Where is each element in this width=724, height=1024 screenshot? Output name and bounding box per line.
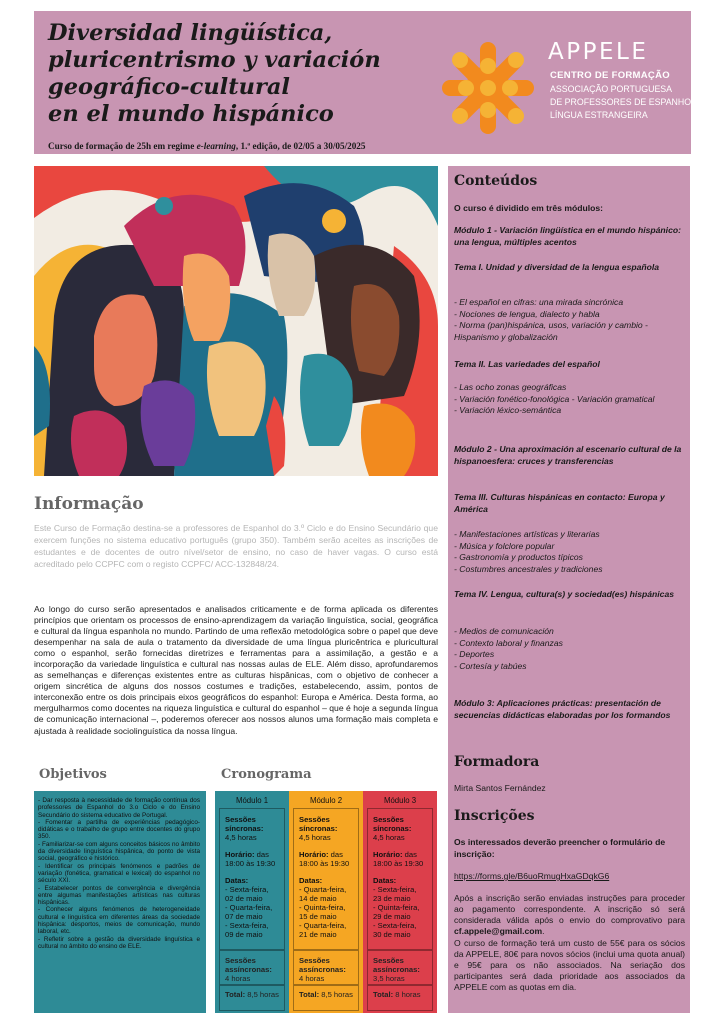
tema-3-items [454,529,685,575]
logo-line: ASSOCIAÇÃO PORTUGUESA [550,84,673,94]
total-value: 8,5 horas [247,990,279,999]
total-label: Total: [373,990,394,999]
sync-hours: 4,5 horas [299,833,331,842]
inscricoes-form-link-wrap [454,871,685,883]
date-item: - Quarta-feira, 07 de maio [225,903,273,921]
informacao-intro: Este Curso de Formação destina-se a professores de Espanhol do 3.º Ciclo e do Ensino Secundário que exercem funções no sistema educativo português (grupo 350). Também serão aceites as inscrições de estudantes e de docentes de outro nível/setor de ensino, no caso de haver vagas. O curso está acreditado pelo CCPFC com o registo CCPFC/ ACC-132848/24. [34,523,438,570]
dates-label: Datas: [225,876,249,885]
inscricoes-custo: O curso de formação terá um custo de 55€ para os sócios da APPELE, 80€ para novos sócios (inclui uma quota anual) e 95€ para os não associados. Na seriação dos participantes será dada prioridade aos associados da APPELE com as quotas em dia. [454,938,685,993]
module-column-1 [215,791,289,1013]
title-line: geográfico-cultural [48,74,290,100]
contact-email: cf.appele@gmail.com [454,926,543,937]
list-item: - Variación léxico-semántica [454,405,562,415]
time-value: das 18:00 às 19:30 [225,850,276,868]
module-total-cell [219,985,285,1011]
list-item: - Manifestaciones artísticas y literarias [454,529,600,539]
date-item: - Sexta-feira, 23 de maio [373,885,417,903]
module-column-3 [363,791,437,1013]
list-item: - Medios de comunicación [454,626,554,636]
list-item: - Variación fonético-fonológica - Variación gramatical [454,393,655,404]
sync-label: Sessões síncronas: [225,815,264,833]
subtitle-em: e-learning [196,141,236,151]
sync-hours: 4,5 horas [373,833,405,842]
header-banner [34,11,696,154]
async-hours: 4 horas [299,974,325,983]
module-sync-cell [219,808,285,950]
module-total-cell [367,985,433,1011]
date-item: - Quarta-feira, 14 de maio [299,885,347,903]
list-item: - Norma (pan)hispánica, usos, variación y cambio - Hispanismo y globalización [454,320,648,342]
total-label: Total: [225,990,246,999]
conteudos-intro: O curso é dividido em três módulos: [454,203,603,213]
right-panel [448,166,690,1013]
objetivo-item: - Dar resposta à necessidade de formação contínua dos professores de Espanhol do 3.o Ciclo e do Ensino Secundário do sistema educativo de Portugal. [38,797,200,819]
time-value: das 18:00 às 19:30 [373,850,424,868]
logo-name: APPELE [548,39,649,65]
time-label: Horário: [373,850,403,859]
list-item: - Contexto laboral y finanzas [454,637,563,648]
async-hours: 4 horas [225,974,251,983]
module-name: Módulo 1 [235,796,269,805]
objetivo-item: - Identificar os principais fenómenos e padrões de variação (fonética, gramatical e lexical) do espanhol no século XXI. [38,862,200,885]
list-item: - Música y folclore popular [454,540,555,551]
inscricoes-title: Inscrições [454,808,535,824]
objetivo-item: - Refletir sobre a gestão da diversidade linguística e cultural no âmbito do ensino de ELE. [38,935,200,950]
module-async-cell [293,950,359,985]
dates-label: Datas: [299,876,323,885]
date-item: - Sexta-feira, 30 de maio [373,921,417,939]
title-line: Diversidad lingüística, [48,20,333,46]
tema-2-title: Tema II. Las variedades del español [454,359,600,369]
logo-line: DE PROFESSORES DE ESPANHOL [550,97,696,107]
title-line: en el mundo hispánico [48,101,334,127]
dates-label: Datas: [373,876,397,885]
list-item: - Gastronomía y productos típicos [454,552,583,562]
cronograma-table [215,791,437,1013]
total-value: 8 horas [395,990,421,999]
module-async-cell [367,950,433,985]
formadora-name: Mirta Santos Fernández [454,783,546,793]
objetivo-item: - Conhecer alguns fenómenos de heterogeneidade cultural e linguística em diferentes áreas da sociedade hispânica: desportos, meios de comunicação, mundo laboral, etc. [38,906,200,936]
formadora-title: Formadora [454,754,540,770]
tema-4-items [454,626,685,672]
total-label: Total: [299,990,320,999]
course-subtitle [48,141,366,151]
time-value: das 18:00 às 19:30 [299,850,350,868]
tema-3-title: Tema III. Culturas hispánicas en contacto: Europa y América [454,492,665,514]
logo-line: LÍNGUA ESTRANGEIRA [550,110,648,120]
list-item: - Deportes [454,649,495,659]
date-item: - Sexta-feira, 09 de maio [225,921,269,939]
total-value: 8,5 horas [321,990,353,999]
instrucoes-text: Após a inscrição serão enviadas instruções para proceder ao pagamento correspondente. A inscrição só será considerada válida após o envio do comprovativo para [454,893,685,926]
module-sync-cell [367,808,433,950]
modulo-2-title: Módulo 2 - Una aproximación al escenario cultural de la hispanoesfera: cruces y transferencias [454,444,682,466]
time-label: Horário: [225,850,255,859]
appele-logo-icon [440,40,536,136]
subtitle-post: , 1.ª edição, de 02/05 a 30/05/2025 [235,141,366,151]
sync-hours: 4,5 horas [225,833,257,842]
module-name: Módulo 2 [309,796,343,805]
modulo-3-title: Módulo 3: Aplicaciones prácticas: presentación de secuencias didácticas elaboradas por los formandos [454,698,671,720]
module-async-cell [219,950,285,985]
tema-1-items [454,297,685,343]
inscricao-form-link[interactable]: https://forms.gle/B6uoRmugHxaGDqkG6 [454,871,610,881]
module-name: Módulo 3 [383,796,417,805]
page-title [48,20,428,128]
list-item: - Las ocho zonas geográficas [454,382,567,392]
sync-label: Sessões síncronas: [299,815,338,833]
informacao-body: Ao longo do curso serão apresentados e analisados criticamente e de forma aplicada os diferentes princípios que orientam os processos de ensino-aprendizagem da variação linguística, social, geográfica e cultural da língua espanhola no mundo. Partindo de uma reflexão metodológica sobre o papel que deve desempenhar na sala de aula o tratamento da diversidade de uma língua pluricêntrica e pluricultural como o espanhol, serão fornecidas diretrizes e ferramentas para a assimilação, a gestão e a incorporação da variedade linguística e cultural nas nossas aulas de ELE. Além disso, aprofundaremos as semelhanças e diferenças existentes entre as culturas hispânicas, com o objetivo de conhecer a origem sincrética de alguns dos nossos costumes e tradições, estabelecendo, assim, pontos de interconexão entre os dois principais eixos geográficos do espanhol: Europa e América. Desta forma, ao mergulharmos como docentes na riqueza linguística e cultural do espanhol – que é hoje a segunda língua de comunicação internacional –, poderemos oferecer aos nossos alunos uma formação mais completa e ajustada à realidade sociolinguística da nossa língua. [34,604,438,736]
tema-4-title: Tema IV. Lengua, cultura(s) y sociedad(es) hispánicas [454,589,675,599]
list-item: - Costumbres ancestrales y tradiciones [454,563,603,574]
list-item: - Nociones de lengua, dialecto y habla [454,308,600,319]
inscricoes-lead: Os interessados deverão preencher o formulário de inscrição: [454,837,666,859]
cronograma-title: Cronograma [221,767,312,782]
faces-illustration [34,166,438,476]
conteudos-title: Conteúdos [454,173,538,189]
logo-center: CENTRO DE FORMAÇÃO [550,70,670,81]
modulo-1-title: Módulo 1 - Variación lingüística en el mundo hispánico: una lengua, múltiples acentos [454,225,681,247]
module-sync-cell [293,808,359,950]
date-item: - Quinta-feira, 15 de maio [299,903,346,921]
objetivo-item: - Familiarizar-se com alguns conceitos básicos no âmbito da diversidade linguística hispânica, do ponto de vista social, geográfico e histórico. [38,840,200,863]
async-label: Sessões assíncronas: [225,956,272,974]
informacao-title: Informação [34,494,144,514]
faces-illustration-svg [34,166,438,476]
objetivo-item: - Fomentar a partilha de experiências pedagógico-didáticas e o trabalho de grupo entre docentes do grupo 350. [38,818,200,841]
date-item: - Sexta-feira, 02 de maio [225,885,269,903]
list-item: - El español en cifras: una mirada sincrónica [454,297,624,307]
objetivos-title: Objetivos [39,767,107,782]
module-column-2 [289,791,363,1013]
inscricoes-instrucoes [454,893,685,937]
sync-label: Sessões síncronas: [373,815,412,833]
date-item: - Quinta-feira, 29 de maio [373,903,420,921]
objetivos-box [34,791,206,1013]
list-item: - Cortesía y tabúes [454,660,527,671]
async-label: Sessões assíncronas: [373,956,420,974]
date-item: - Quarta-feira, 21 de maio [299,921,347,939]
subtitle-pre: Curso de formação de 25h em regime [48,141,197,151]
module-total-cell [293,985,359,1011]
async-label: Sessões assíncronas: [299,956,346,974]
title-line: pluricentrismo y variación [48,47,381,73]
tema-2-items [454,382,685,417]
instrucoes-end: . [542,926,545,937]
async-hours: 3,5 horas [373,974,405,983]
time-label: Horário: [299,850,329,859]
tema-1-title: Tema I. Unidad y diversidad de la lengua española [454,262,660,272]
objetivo-item: - Estabelecer pontos de convergência e divergência entre algumas manifestações artísticas nas culturas hispânicas. [38,884,200,907]
